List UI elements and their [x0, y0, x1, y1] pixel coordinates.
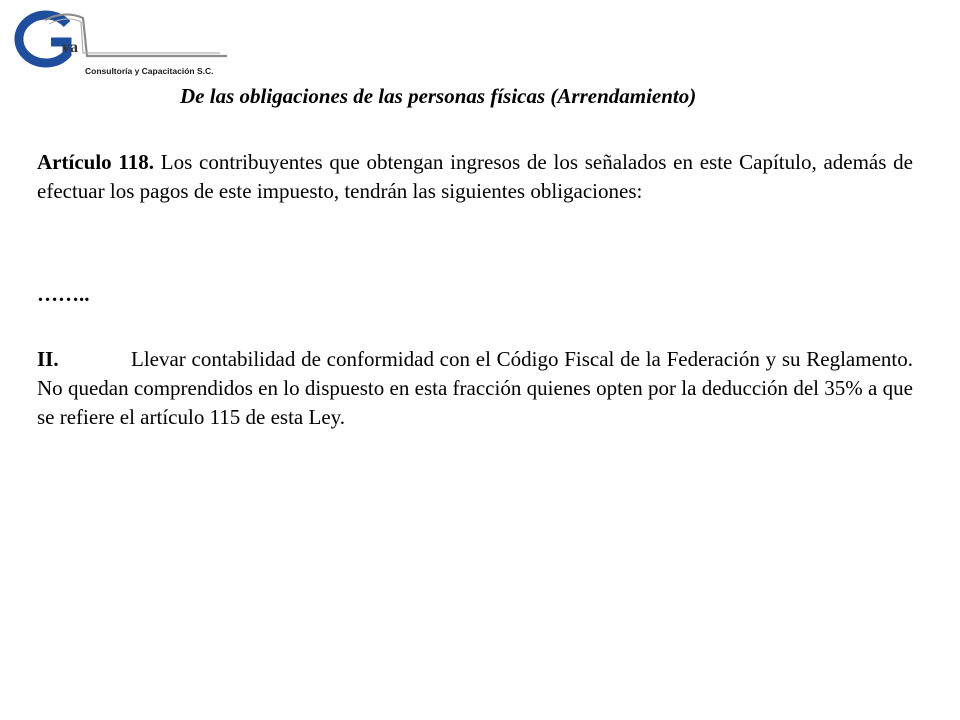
- fraction-paragraph: [37, 345, 913, 432]
- article-paragraph: [37, 148, 913, 206]
- logo-company-name: Consultoría y Capacitación S.C.: [85, 66, 214, 76]
- article-label: Artículo 118.: [37, 150, 154, 174]
- logo-va-text: va: [62, 39, 78, 56]
- page-title: De las obligaciones de las personas físicas (Arrendamiento): [180, 84, 697, 108]
- gva-logo-icon: [5, 10, 230, 72]
- omitted-text-ellipsis: ……..: [37, 282, 90, 306]
- fraction-text: Llevar contabilidad de conformidad con el Código Fiscal de la Federación y su Reglamento. No quedan comprendidos en lo dispuesto en esta fracción quienes opten por la deducción del 35% a que se refiere el artículo 115 de esta Ley.: [37, 347, 913, 429]
- article-text: Los contribuyentes que obtengan ingresos de los señalados en este Capítulo, además de efectuar los pagos de este impuesto, tendrán las siguientes obligaciones:: [37, 150, 913, 203]
- fraction-number: II.: [37, 347, 59, 371]
- company-logo: [5, 10, 230, 76]
